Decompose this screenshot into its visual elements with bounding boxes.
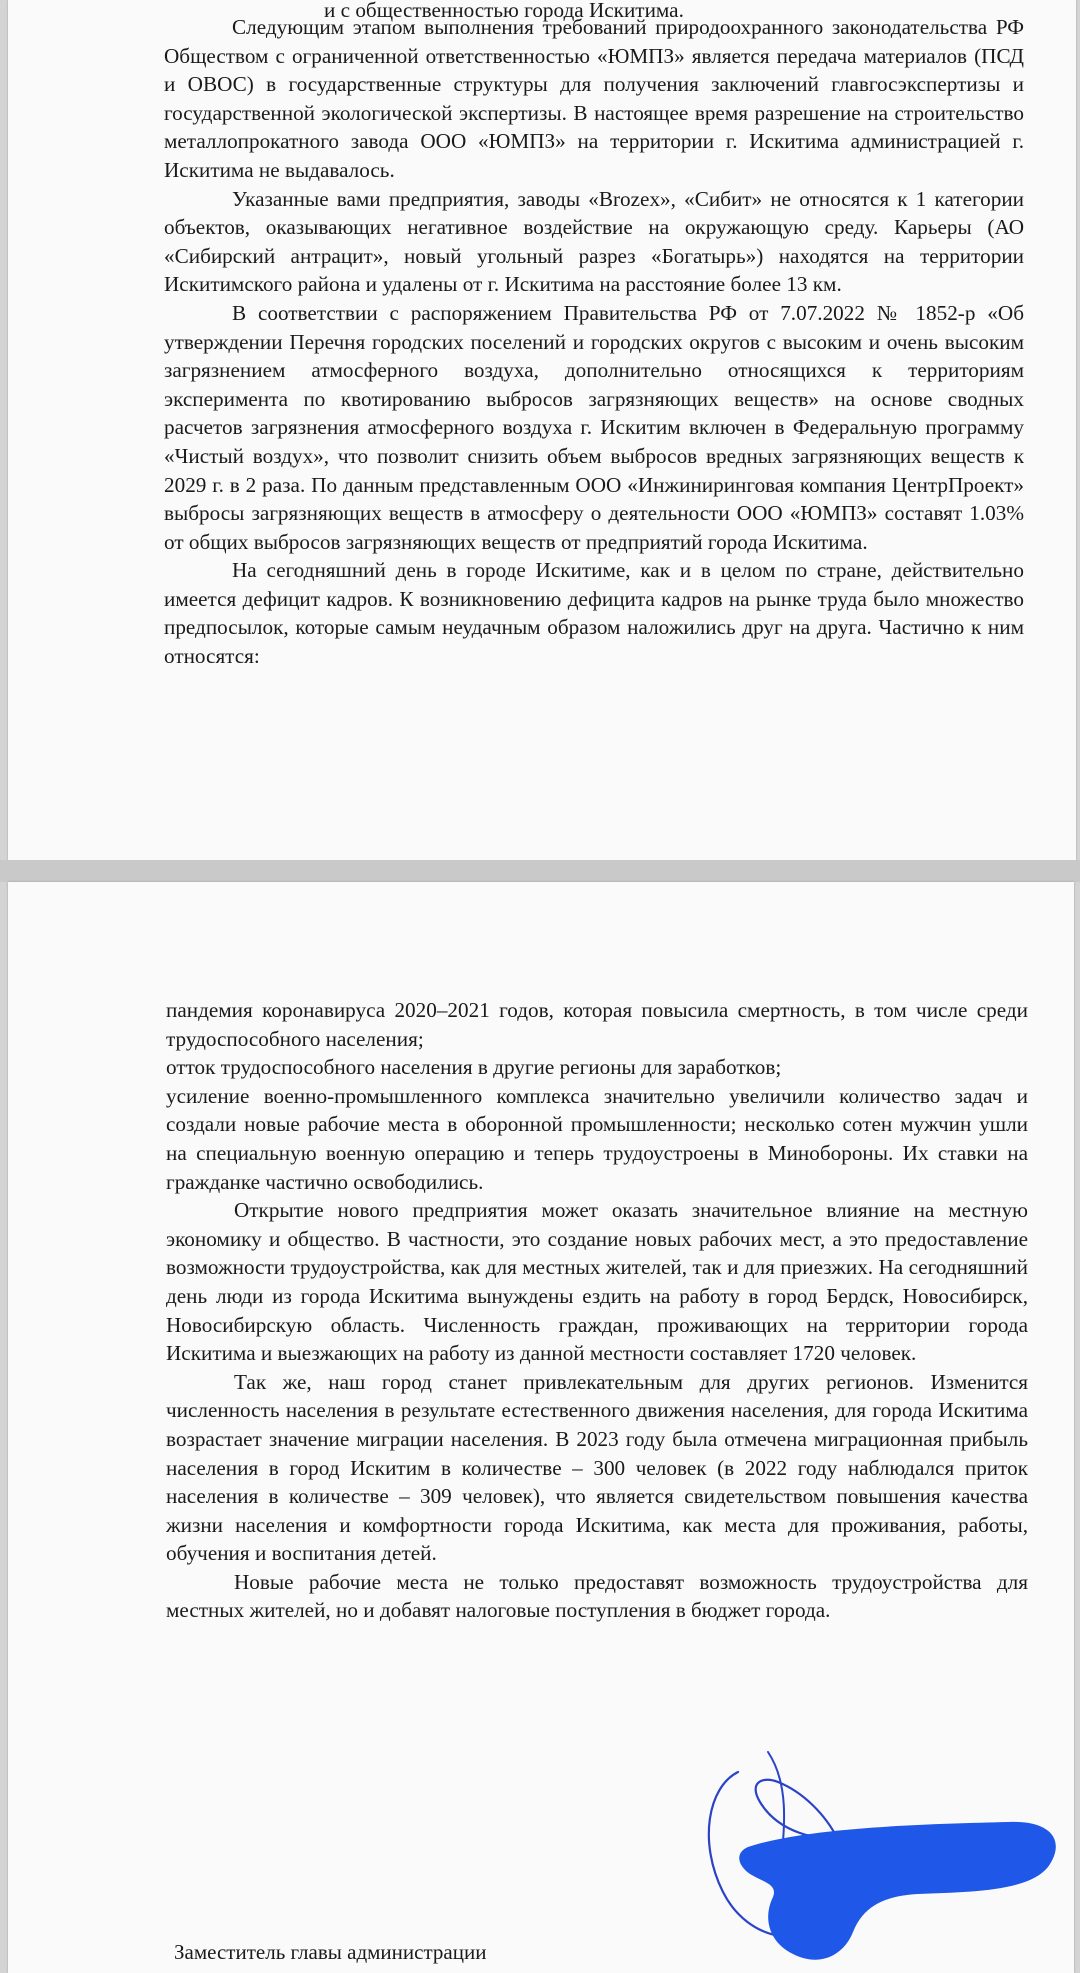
paragraph-migration: Так же, наш город станет привлекательным для других регионов. Изменится численность населения в результате естественного движения населения, для города Искитима возрастает значение миграции населения. В 2023 году была отмечена миграционная прибыль населения в город Искитим в количестве – 300 человек (в 2022 году наблюдался приток населения в количестве – 309 человек), что является свидетельством повышения качества жизни населения и комфортности города Искитима, как места для проживания, работы, обучения и воспитания детей. — [166, 1369, 1028, 1566]
paragraph-tax-revenue: Новые рабочие места не только предоставят возможность трудоустройства для местных жителей, но и добавят налоговые поступления в бюджет города. — [166, 1569, 1028, 1623]
paragraph-new-enterprise: Открытие нового предприятия может оказать значительное влияние на местную экономику и общество. В частности, это создание новых рабочих мест, а это предоставление возможности трудоустройства, как для местных жителей, так и для приезжих. На сегодняшний день люди из города Искитима вынуждены ездить на работу в город Бердск, Новосибирск, Новосибирскую область. Численность граждан, проживающих на территории города Искитима и выезжающих на работу из данной местности составляет 1720 человек. — [166, 1198, 1028, 1366]
paragraph-staff-shortage: На сегодняшний день в городе Искитиме, как и в целом по стране, действительно имеется дефицит кадров. К возникновению дефицита кадров на рынке труда было множество предпосылок, которые самым неудачным образом наложились друг на друга. Частично к ним относятся: — [164, 558, 1024, 669]
redacted-signature — [668, 1742, 1068, 1972]
redaction-mark — [739, 1822, 1056, 1960]
document-page-2 — [8, 882, 1074, 1973]
paragraph-approvals: Следующим этапом выполнения требований природоохранного законодательства РФ Обществом с ограниченной ответственностью «ЮМПЗ» является передача материалов (ПСД и ОВОС) в государственные структуры для получения заключений главгосэкспертизы и государственной экологической экспертизы. В настоящее время разрешение на строительство металлопрокатного завода ООО «ЮМПЗ» на территории г. Искитима администрацией г. Искитима не выдавалось. — [164, 15, 1024, 182]
list-item-outflow: отток трудоспособного населения в другие регионы для заработков; — [166, 1055, 782, 1080]
page-separator — [0, 860, 1080, 882]
page-1-body — [164, 0, 1024, 671]
signature-title: Заместитель главы администрации — [174, 1940, 487, 1964]
page-2-body — [166, 996, 1028, 1625]
cropped-top-line: и с общественностью города Искитима. — [324, 0, 684, 22]
list-item-military: усиление военно-промышленного комплекса значительно увеличили количество задач и создали новые рабочие места в оборонной промышленности; несколько сотен мужчин ушли на специальную военную операцию и теперь трудоустроены в Минобороны. Их ставки на гражданке частично освободились. — [166, 1083, 1028, 1194]
paragraph-clean-air: В соответствии с распоряжением Правительства РФ от 7.07.2022 № 1852-р «Об утверждении Перечня городских поселений и городских округов с высоким и очень высоким загрязнением атмосферного воздуха, дополнительно относящихся к территориям эксперимента по квотированию выбросов загрязняющих веществ» на основе сводных расчетов загрязнения атмосферного воздуха г. Искитим включен в Федеральную программу «Чистый воздух», что позволит снизить объем выбросов вредных загрязняющих веществ к 2029 г. в 2 раза. По данным представленным ООО «Инжиниринговая компания ЦентрПроект» выбросы загрязняющих веществ в атмосферу о деятельности ООО «ЮМПЗ» составят 1.03% от общих выбросов загрязняющих веществ от предприятий города Искитима. — [164, 300, 1024, 554]
document-page-1 — [8, 0, 1076, 860]
list-item-pandemic: пандемия коронавируса 2020–2021 годов, которая повысила смертность, в том числе среди трудоспособного населения; — [166, 998, 1028, 1051]
paragraph-enterprises: Указанные вами предприятия, заводы «Brozex», «Сибит» не относятся к 1 категории объектов, оказывающих негативное воздействие на окружающую среду. Карьеры (АО «Сибирский антрацит», новый угольный разрез «Богатырь») находятся на территории Искитимского района и удалены от г. Искитима на расстояние более 13 км. — [164, 186, 1024, 297]
